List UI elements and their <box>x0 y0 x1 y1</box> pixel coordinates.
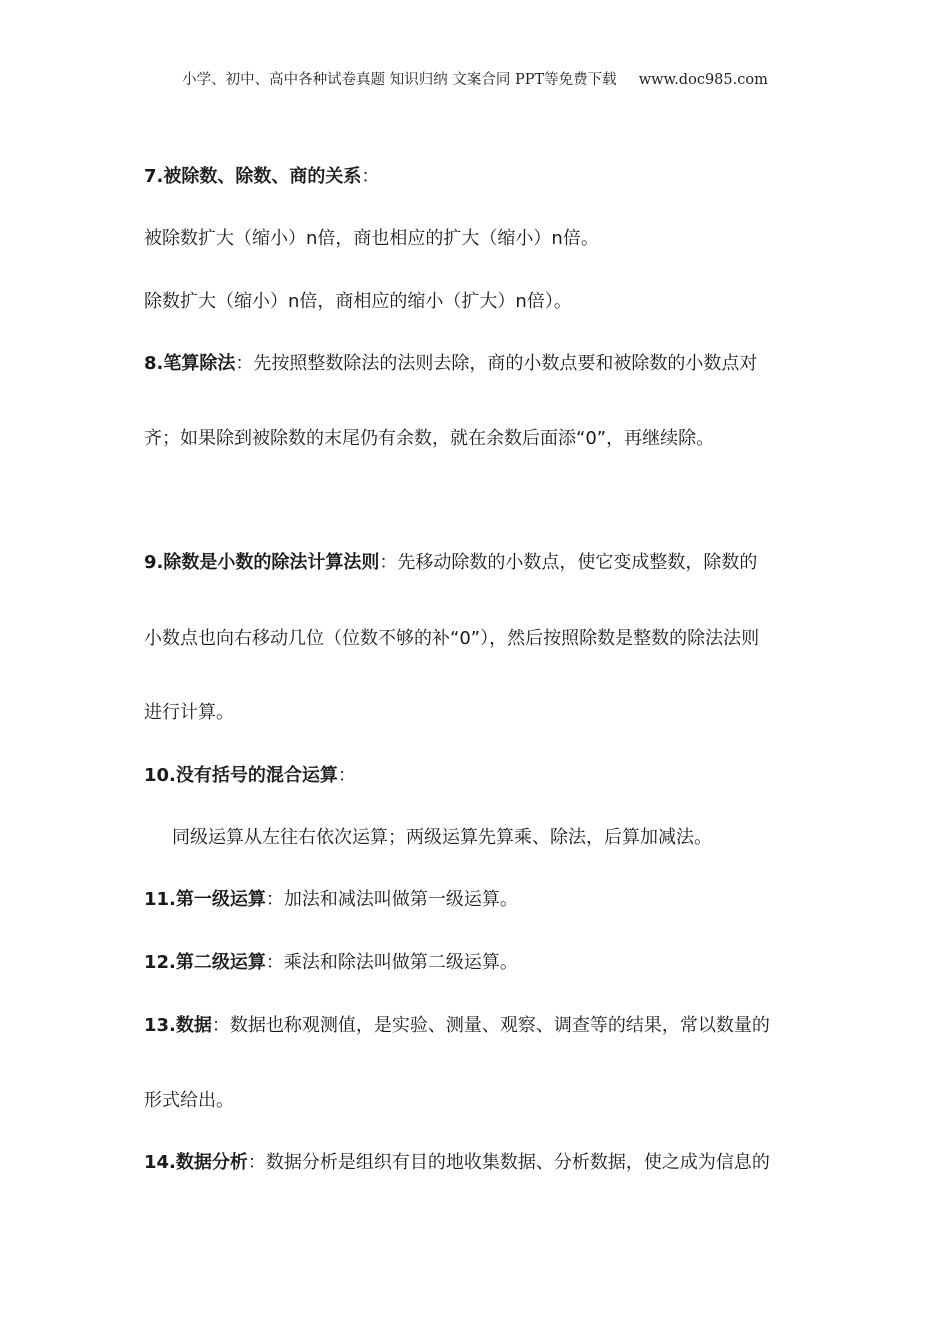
sep: ： <box>265 889 284 910</box>
body: 被除数扩大（缩小）n倍，商也相应的扩大（缩小）n倍。 <box>144 228 599 249</box>
body: 除数扩大（缩小）n倍，商相应的缩小（扩大）n倍）。 <box>144 291 572 312</box>
body: 先移动除数的小数点，使它变成整数，除数的 <box>397 552 758 573</box>
line-12 <box>144 951 518 975</box>
line-9-cont-2 <box>144 701 234 725</box>
page-header <box>0 68 950 89</box>
line-7-body-1 <box>144 227 599 251</box>
line-8-cont <box>144 427 714 451</box>
body: 数据也称观测值，是实验、测量、观察、调查等的结果，常以数量的 <box>229 1015 770 1036</box>
body: 形式给出。 <box>144 1090 234 1111</box>
heading-14: 14.数据分析 <box>144 1152 248 1173</box>
sep: ： <box>247 1152 266 1173</box>
line-7-heading <box>144 165 379 189</box>
line-11 <box>144 888 518 912</box>
heading-11: 11.第一级运算 <box>144 889 266 910</box>
header-site: www.doc985.com <box>638 72 768 88</box>
body: 数据分析是组织有目的地收集数据、分析数据，使之成为信息的 <box>265 1152 770 1173</box>
sep: ： <box>379 552 398 573</box>
line-13 <box>144 1014 770 1038</box>
body: 同级运算从左往右依次运算；两级运算先算乘、除法，后算加减法。 <box>172 827 712 848</box>
sep: ： <box>235 353 254 374</box>
sep: ： <box>337 765 356 786</box>
line-14 <box>144 1151 770 1175</box>
body: 小数点也向右移动几位（位数不够的补“0”），然后按照除数是整数的除法法则 <box>144 628 760 649</box>
line-13-cont <box>144 1089 234 1113</box>
line-10-body <box>172 826 712 850</box>
body: 进行计算。 <box>144 702 234 723</box>
sep: ： <box>265 952 284 973</box>
heading-12: 12.第二级运算 <box>144 952 266 973</box>
line-9-cont-1 <box>144 627 759 651</box>
body: 先按照整数除法的法则去除，商的小数点要和被除数的小数点对 <box>253 353 758 374</box>
heading-8: 8.笔算除法 <box>144 353 236 374</box>
sep: ： <box>211 1015 230 1036</box>
heading-9: 9.除数是小数的除法计算法则 <box>144 552 380 573</box>
heading-10: 10.没有括号的混合运算 <box>144 765 338 786</box>
heading-13: 13.数据 <box>144 1015 212 1036</box>
sep: ： <box>361 166 380 187</box>
body: 加法和减法叫做第一级运算。 <box>283 889 518 910</box>
line-7-body-2 <box>144 290 572 314</box>
body: 齐；如果除到被除数的末尾仍有余数，就在余数后面添“0”，再继续除。 <box>144 428 715 449</box>
body: 乘法和除法叫做第二级运算。 <box>283 952 518 973</box>
line-8 <box>144 352 757 376</box>
line-10-heading <box>144 764 356 788</box>
line-9 <box>144 551 757 575</box>
heading-7: 7.被除数、除数、商的关系 <box>144 166 362 187</box>
header-text: 小学、初中、高中各种试卷真题 知识归纳 文案合同 PPT等免费下载 <box>182 72 617 88</box>
